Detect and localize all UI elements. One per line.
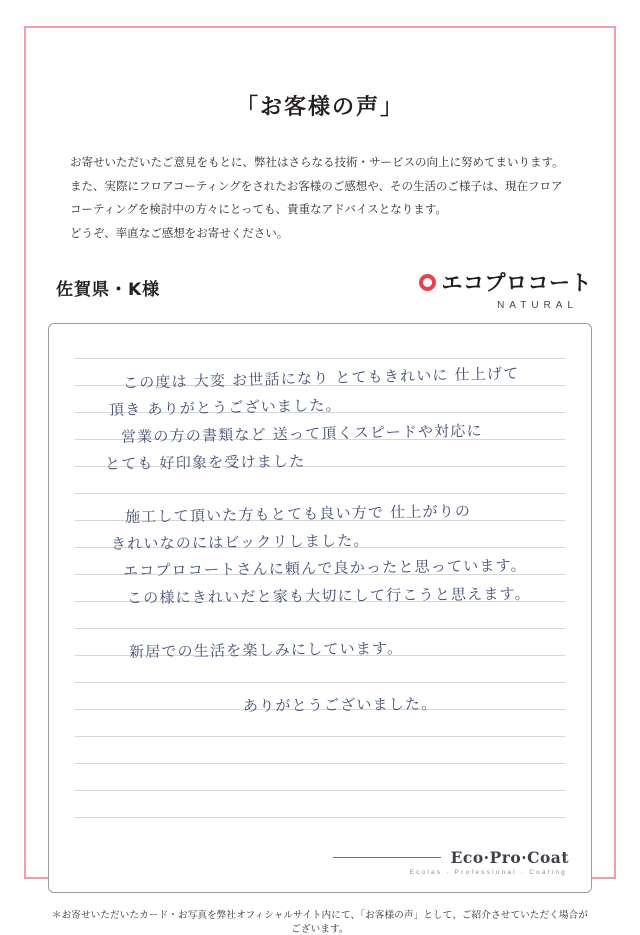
customer-header (56, 267, 592, 319)
footer-logo (333, 848, 569, 876)
handwritten-line: とても 好印象を受けました (104, 452, 306, 474)
handwritten-line: エコプロコートさんに頼んで良かったと思っています。 (122, 556, 527, 581)
disclaimer-note: ＊お寄せいただいたカード・お写真を弊社オフィシャルサイト内にて、「お客様の声」として、ご紹介させていただく場合がございます。 (51, 910, 589, 935)
handwritten-line: 施工して頂いた方もとても良い方で 仕上がりの (124, 502, 472, 527)
footer-brand-name: Eco·Pro·Coat (450, 848, 569, 868)
intro-line-4: どうぞ、率直なご感想をお寄せください。 (70, 225, 289, 240)
intro-text (70, 151, 582, 245)
brand-logo (396, 267, 592, 311)
handwritten-line: この様にきれいだと家も大切にして行こうと思えます。 (126, 585, 531, 608)
handwritten-line: この度は 大変 お世話になり とてもきれいに 仕上げて (122, 364, 520, 393)
handwritten-line: 新居での生活を楽しみにしています。 (128, 639, 404, 662)
handwritten-line: きれいなのにはビックリしました。 (110, 531, 370, 554)
page-title: 「お客様の声」 (235, 95, 404, 120)
handwritten-message (83, 358, 571, 852)
brand-logo-main (396, 267, 592, 297)
brand-name: エコプロコート (441, 271, 592, 296)
circle-dot-icon (419, 274, 436, 291)
divider-line (333, 857, 441, 858)
intro-line-3: コーティングを検討中の方々にとっても、貴重なアドバイスとなります。 (70, 202, 447, 217)
footer-brand-subtitle: Ecolas · Professional · Coating (409, 869, 567, 877)
footer-logo-line (333, 848, 569, 867)
customer-name: 佐賀県・K様 (56, 280, 161, 301)
intro-line-2: また、実際にフロアコーティングをされたお客様のご感想や、その生活のご様子は、現在フロア (70, 178, 563, 193)
handwritten-line: 頂き ありがとうございました。 (108, 396, 342, 420)
page-content (48, 52, 592, 935)
handwritten-line: 営業の方の書類など 送って頂くスピードや対応に (120, 421, 483, 447)
handwritten-card (48, 323, 592, 893)
handwritten-line: ありがとうございました。 (242, 695, 438, 716)
brand-subtitle: NATURAL (497, 300, 578, 312)
intro-line-1: お寄せいただいたご意見をもとに、弊社はさらなる技術・サービスの向上に努めてまいります。 (70, 155, 564, 169)
